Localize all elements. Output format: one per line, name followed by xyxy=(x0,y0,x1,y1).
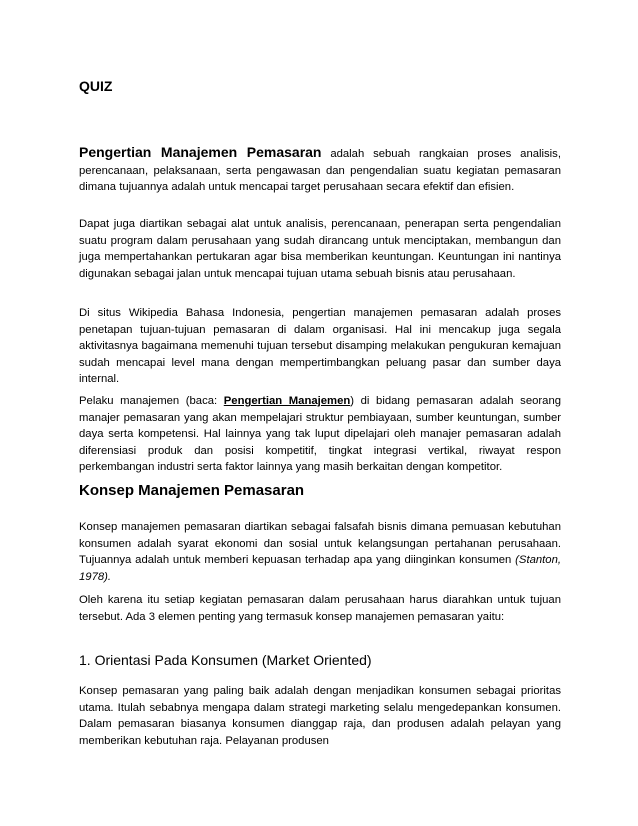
page-title: QUIZ xyxy=(79,78,113,94)
citation: (Stanton, 1978). xyxy=(79,554,561,583)
paragraph-text: ) di bidang pemasaran adalah seorang manajer pemasaran yang akan mempelajari struktur pembiayaan, sumber keuntungan, sumber daya serta kompetensi. Hal lainnya yang tak luput dipelajari oleh manajer pemasaran adalah diferensiasi produk dan posisi kompetitif, tingkat integrasi vertikal, riwayat respon perkembangan industri serta faktor lainnya yang masih berkaitan dengan kompetitor. xyxy=(79,395,562,474)
paragraph-text: Konsep manajemen pemasaran diartikan sebagai falsafah bisnis dimana pemuasan kebutuhan konsumen adalah syarat ekonomi dan sosial untuk kelangsungan pertahanan perusahaan. Tujuannya adalah untuk memberi kepuasan terhadap apa yang diinginkan konsumen xyxy=(79,521,561,567)
paragraph-market-oriented: Konsep pemasaran yang paling baik adalah dengan menjadikan konsumen sebagai prioritas utama. Itulah sebabnya mengapa dalam strategi marketing selalu mengedepankan konsumen. Dalam pemasaran biasanya konsumen dianggap raja, dan produsen adalah pelayan yang memberikan kebutuhan raja. Pelayanan produsen xyxy=(79,685,561,747)
lead-term: Pengertian Manajemen Pemasaran xyxy=(79,144,322,160)
link-pengertian-manajemen[interactable]: Pengertian Manajemen xyxy=(223,395,351,407)
paragraph-text: Pelaku manajemen (baca: xyxy=(79,395,224,407)
paragraph-definition xyxy=(79,144,561,196)
paragraph-wikipedia: Di situs Wikipedia Bahasa Indonesia, pengertian manajemen pemasaran adalah proses penetapan tujuan-tujuan pemasaran di dalam organisasi. Hal ini mencakup juga segala aktivitasnya bagaimana memenuhi tujuan tersebut disamping melakukan pengukuran kemajuan sudah mencapai level mana dengan mempertimbangkan peluang pasar dan sumber daya internal. xyxy=(79,307,561,386)
subsection-heading: 1. Orientasi Pada Konsumen (Market Oriented) xyxy=(79,652,372,668)
paragraph-concept xyxy=(79,519,561,585)
paragraph-text: adalah sebuah rangkaian proses analisis, perencanaan, pelaksanaan, serta pengawasan dan pengendalian suatu kegiatan pemasaran dimana tujuannya adalah untuk mencapai target perusahaan secara efektif dan efisien. xyxy=(79,148,561,194)
section-heading: Konsep Manajemen Pemasaran xyxy=(79,482,305,499)
paragraph-elements: Oleh karena itu setiap kegiatan pemasaran dalam perusahaan harus diarahkan untuk tujuan tersebut. Ada 3 elemen penting yang termasuk konsep manajemen pemasaran yaitu: xyxy=(79,594,561,623)
paragraph-actor xyxy=(79,393,561,476)
paragraph-tool: Dapat juga diartikan sebagai alat untuk analisis, perencanaan, penerapan serta pengendalian suatu program dalam perusahaan yang sudah dirancang untuk menciptakan, membangun dan juga mempertahankan pertukaran agar bisa memberikan keuntungan. Keuntungan ini nantinya digunakan sebagai jalan untuk mencapai tujuan utama sebuah bisnis atau perusahaan. xyxy=(79,218,561,280)
